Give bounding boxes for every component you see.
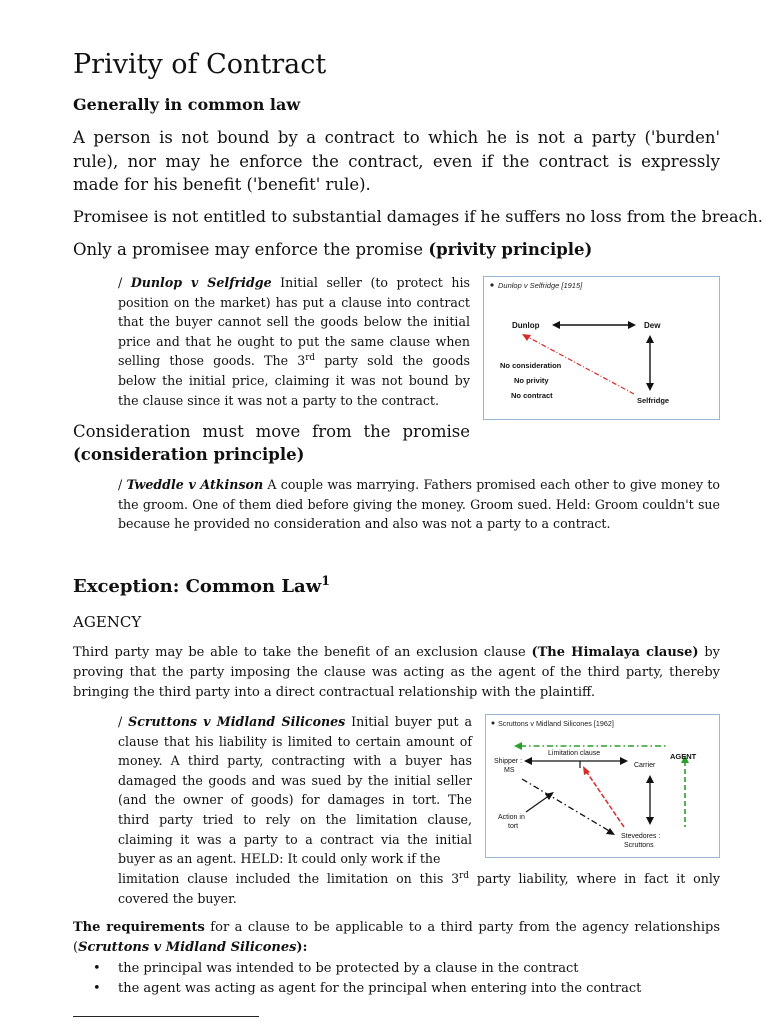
node-stevedores: Stevedores : xyxy=(621,833,661,840)
arrowhead-right xyxy=(628,321,636,329)
node-shipper: Shipper : xyxy=(494,758,523,765)
paragraph-burden-benefit: A person is not bound by a contract to which he is not a party ('burden' rule), nor may he enforce the contract, even if the contract is expressly made for his benefit ('benefit' rule). xyxy=(73,128,720,194)
label-limitation-clause: Limitation clause xyxy=(548,750,601,757)
section-heading-common-law: Generally in common law xyxy=(73,95,301,114)
privity-bold: (privity principle) xyxy=(428,240,593,259)
arrowhead-up xyxy=(646,335,654,343)
case-dunlop-selfridge: / Dunlop v Selfridge Initial seller (to protect his position on the market) has put a clause into contract that the buyer cannot sell the goods below the initial price and that he ought to put the same clause when selling those goods. The 3rd party sold the goods below the initial price, claiming it was not bound by the clause since it was not a party to the contract. xyxy=(118,275,471,408)
green-arrowhead-left xyxy=(514,742,522,750)
label-agent: AGENT xyxy=(670,752,697,761)
label-no-consideration: No consideration xyxy=(500,361,562,370)
arrowhead-down xyxy=(646,817,654,825)
paragraph-privity-principle xyxy=(73,238,592,261)
case-name: Tweddle v Atkinson xyxy=(126,477,264,492)
caption-bullet xyxy=(492,722,495,725)
arrowhead-left xyxy=(524,757,532,765)
red-dashed-arrow xyxy=(586,771,624,827)
arrowhead-left xyxy=(552,321,560,329)
arrow-action-tort xyxy=(526,795,550,812)
label-no-privity: No privity xyxy=(514,376,549,385)
black-arrowhead xyxy=(606,828,615,835)
node-dew: Dew xyxy=(644,321,661,330)
red-arrowhead xyxy=(522,334,531,341)
label-tort: tort xyxy=(508,823,519,830)
red-arrowhead xyxy=(583,766,590,775)
page-title: Privity of Contract xyxy=(73,49,327,80)
figure-caption: Dunlop v Selfridge [1915] xyxy=(498,281,583,290)
node-selfridge: Selfridge xyxy=(637,396,670,405)
privity-text: Only a promisee may enforce the promise xyxy=(73,240,429,259)
arrowhead-right xyxy=(620,757,628,765)
footnote-divider xyxy=(73,1016,259,1017)
paragraph-consideration-bold: (consideration principle) xyxy=(73,445,305,464)
paragraph-promisee-damages: Promisee is not entitled to substantial damages if he suffers no loss from the breach. xyxy=(73,207,763,226)
figure-caption: Scruttons v Midland Silicones [1962] xyxy=(498,719,614,728)
node-carrier: Carrier xyxy=(634,762,656,769)
case-tweddle-atkinson: / Tweddle v Atkinson A couple was marrying. Fathers promised each other to give money to the groom. One of them died before giving the money. Groom sued. Held: Groom couldn't sue because he provided no consideration and also was not a party to a contract. xyxy=(118,477,721,532)
figure-scruttons xyxy=(485,714,720,858)
case-name: Scruttons v Midland Silicones xyxy=(128,714,346,729)
arrowhead-up xyxy=(646,775,654,783)
footnote-marker: 1 xyxy=(321,573,330,588)
scruttons-diagram xyxy=(486,715,719,857)
arrowhead-down xyxy=(646,383,654,391)
list-item: • the principal was intended to be protected by a clause in the contract xyxy=(73,959,720,979)
paragraph-himalaya: Third party may be able to take the benefit of an exclusion clause (The Himalaya clause) by proving that the party imposing the clause was acting as the agent of the third party, thereby bringing the third party into a direct contractual relationship with the plaintiff. xyxy=(73,645,720,700)
dunlop-diagram xyxy=(484,277,719,419)
requirements-list xyxy=(73,959,720,999)
section-heading-exception: Exception: Common Law$^1$ xyxy=(73,573,330,597)
paragraph-requirements: The requirements for a clause to be applicable to a third party from the agency relationships (Scruttons v Midland Silicones): xyxy=(73,920,720,955)
caption-bullet xyxy=(490,283,493,286)
label-action-in: Action in xyxy=(498,814,525,821)
node-dunlop: Dunlop xyxy=(512,321,540,330)
list-item: • the agent was acting as agent for the principal when entering into the contract xyxy=(73,979,720,999)
paragraph-consideration: Consideration must move from the promise xyxy=(73,422,470,441)
subheading-agency: AGENCY xyxy=(73,613,142,631)
case-scruttons-part2: limitation clause included the limitation on this 3rd party liability, where in fact it only covered the buyer. xyxy=(118,870,721,906)
label-no-contract: No contract xyxy=(511,391,553,400)
figure-dunlop-selfridge xyxy=(483,276,720,420)
node-scruttons: Scruttons xyxy=(624,842,654,849)
node-shipper-ms: MS xyxy=(504,767,515,774)
case-name: Dunlop v Selfridge xyxy=(130,275,272,290)
case-scruttons-part1: / Scruttons v Midland Silicones Initial buyer put a clause that his liability is limited to certain amount of money. A third party, contracting with a buyer has damaged the goods and was sued by the initial seller (and the owner of goods) for damages in tort. The third party tried to rely on the limitation clause, claiming it was a party to a contract via the initial buyer as an agent. HELD: It could only work if the xyxy=(118,714,472,867)
